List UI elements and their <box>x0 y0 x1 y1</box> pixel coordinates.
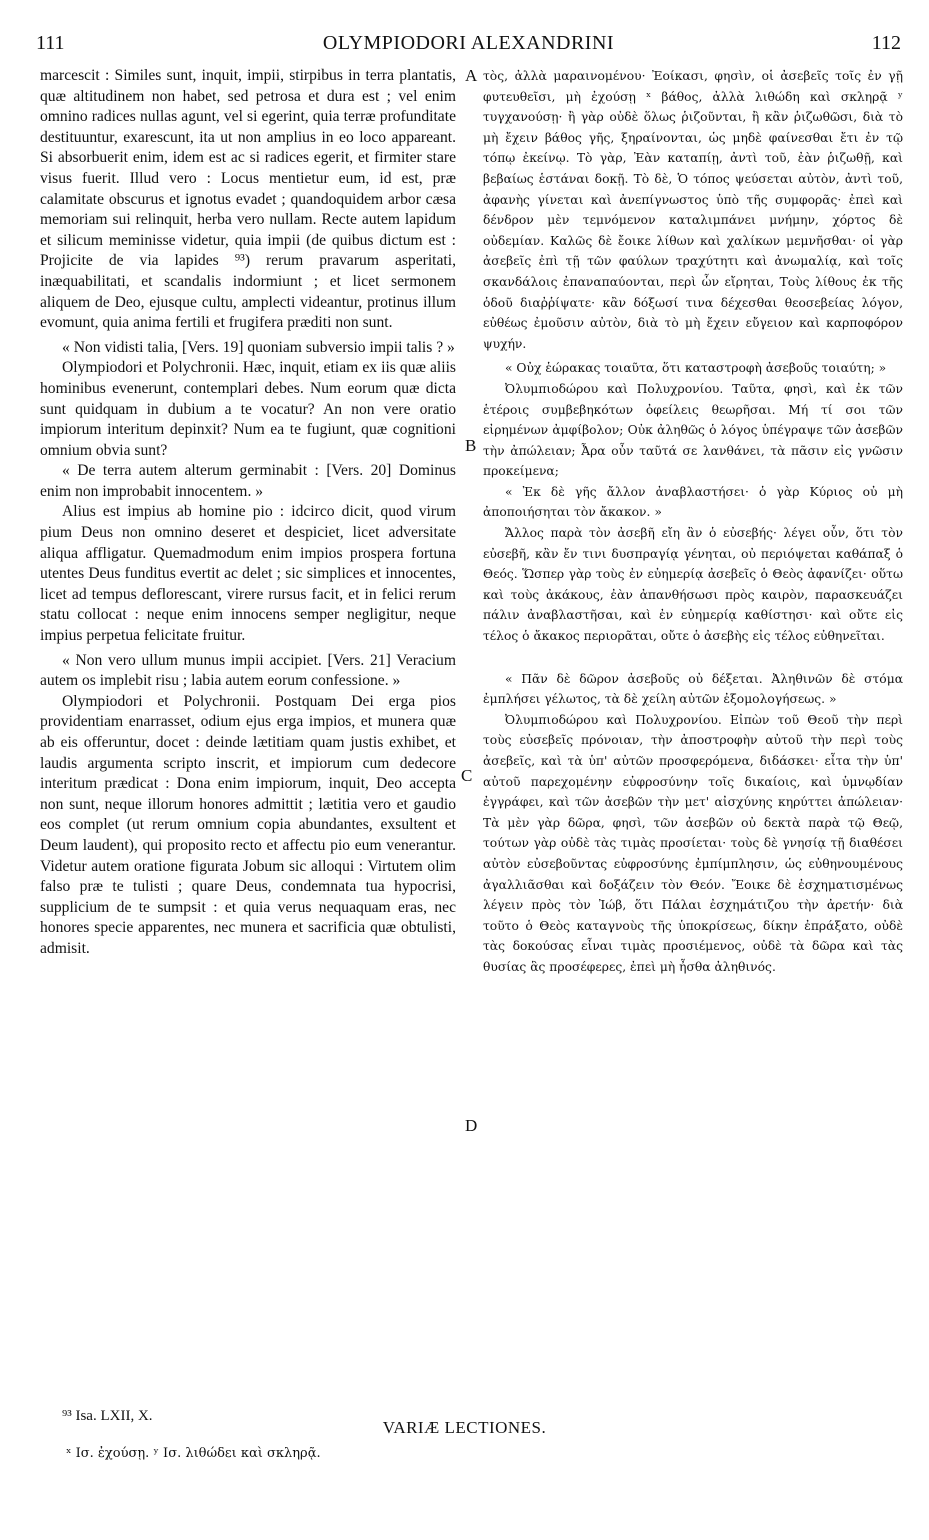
latin-paragraph: Olympiodori et Polychronii. Hæc, inquit, etiam ex iis quæ aliis hominibus evenerunt, contemplari debes. Num eorum quæ dicta sunt quidquam in dubium a te vocatur? An non vere oratio impiorum interitum depinxit? Num ea te fugiunt, quæ cognitioni omnium obvia sunt? <box>40 359 456 459</box>
greek-paragraph: τὸς, ἀλλὰ μαραινομένου· Ἐοίκασι, φησὶν, οἱ ἀσεβεῖς τοῖς ἐν γῇ φυτευθεῖσι, μὴ ἐχούσῃ ˣ βάθος, ἀλλὰ λιθώδη καὶ σκληρᾷ ʸ τυγχανούσῃ· ἢ γὰρ οὐδὲ ὅλως ῥιζοῦνται, ἢ κἂν ῥιζωθῶσι, διὰ τὸ μὴ ἔχειν βάθος γῆς, ξηραίνονται, ὡς μηδὲ φαίνεσθαι ἔτι ἐν τῷ τόπῳ ἐκείνῳ. Τὸ γὰρ, Ἐὰν καταπίῃ, ἀντὶ τοῦ, ἐὰν ῥιζωθῇ, καὶ βεβαίως ἑστάναι δοκῇ. Τὸ δὲ, Ὁ τόπος ψεύσεται αὐτὸν, ἀντὶ τοῦ, ἀφανὴς γίνεται καὶ ἀνεπίγνωστος ὑπὸ τῆς συμφορᾶς· ἐπεὶ καὶ δένδρον μὲν τεμνόμενον καταλιμπάνει μνήμην, χόρτος δὲ οὐδεμίαν. Καλῶς δὲ ἔοικε λίθων καὶ χαλίκων μεμνῆσθαι· οἱ γὰρ ἀσεβεῖς ἐπὶ τῇ τῶν φαύλων τραχύτητι καὶ ἀνωμαλίᾳ, καὶ τοῖς σκανδάλοις ἐπαναπαύονται, περὶ ὧν εἴρηται, Τοὺς λίθους ἐκ τῆς ὁδοῦ διαῤῥίψατε· κἂν δόξωσί τινα δέχεσθαι θεοσεβείας λόγον, εὐθέως ἐμοῦσιν αὐτὸν, διὰ τὸ μὴ ἔχειν εὔγειον καὶ καρποφόρον ψυχήν. <box>483 69 903 351</box>
page-number-left: 111 <box>36 32 65 54</box>
greek-verse: « Οὐχ ἑώρακας τοιαῦτα, ὅτι καταστροφὴ ἀσεβοῦς τοιαύτη; » <box>505 361 887 376</box>
running-title: OLYMPIODORI ALEXANDRINI <box>322 32 615 54</box>
variae-lectiones-title: VARIÆ LECTIONES. <box>382 1418 547 1437</box>
latin-verse: « De terra autem alterum germinabit : [Vers. 20] Dominus enim non improbabit innocentem. » <box>40 462 456 500</box>
greek-verse: « Ἐκ δὲ γῆς ἄλλον ἀναβλαστήσει· ὁ γὰρ Κύριος οὐ μὴ ἀποποιήσηται τὸν ἄκακον. » <box>483 484 903 520</box>
greek-verse: « Πᾶν δὲ δῶρον ἀσεβοῦς οὐ δέξεται. Ἀληθινῶν δὲ στόμα ἐμπλήσει γέλωτος, τὰ δὲ χείλη αὐτῶν ἐξομολογήσεως. » <box>483 671 903 707</box>
latin-verse: « Non vero ullum munus impii accipiet. [Vers. 21] Veracium autem os implebit risu ; labia autem eorum confessione. » <box>40 651 456 690</box>
section-marker-d: D <box>465 1116 478 1135</box>
latin-paragraph: Olympiodori et Polychronii. Postquam Dei erga pios providentiam enarrasset, odium ejus erga impios, et munera quæ ab eis offeruntur, docet : deinde lætitiam quam justis exhibet, et laudis argumenta scripto inscrit, et impiorum cum dedecore interitum prædicat : Dona enim impiorum, inquit, Deo accepta non sunt, neque illorum honores admittit ; lætitia vero et gaudio eos complet (ut rerum omnium copia abundantes, exsultent et Deum laudent), qui proposito recto et affectu pio eum venerantur. Videtur autem oratione figurata Jobum sic alloqui : Virtutem olim falso præ te tulisti ; quare Deus, condemnata tua hypocrisi, supplicium de te sumpsit : et quia verus nequaquam eras, nec honores specie apparentes, nec munera et sacrificia quæ obtulisti, admisit. <box>40 692 456 957</box>
latin-column <box>40 66 456 960</box>
latin-paragraph: marcescit : Similes sunt, inquit, impii, stirpibus in terra plantatis, quæ altitudinem non habet, sed petrosa et dura est ; vel enim omnino radices nullas agunt, vel si egerint, quia terræ profunditate destituuntur, exarescunt, ita ut non amplius in eo loco appareant. Si absorbuerit enim, idem est ac si radices egerit, et firmiter stare visus fuerit. Illud vero : Locus mentietur eum, id est, præ calamitate obscurus et ignotus evadet ; quandoquidem arbor cæsa memoriam sui relinquit, herba vero nullam. Recte autem lapidum et silicum meminisse videtur, quia impii (de quibus dictum est : Projicite de via lapides ⁹³) rerum pravarum asperitati, inæquabilitati, et scandalis indormiunt ; et licet sermonem aliquem de Deo, ejusque cultu, amplecti videantur, protinus illum evomunt, quia anima fertili et frugifera præditi non sunt. <box>40 67 456 332</box>
greek-paragraph: Ὀλυμπιοδώρου καὶ Πολυχρονίου. Ταῦτα, φησὶ, καὶ ἐκ τῶν ἑτέροις συμβεβηκότων ὀφείλεις θεωρῆσαι. Μή τί σοι τῶν εἰρημένων ἀμφίβολον; Οὐκ ἀληθῶς ὁ λόγος ὑπέγραψε τῶν ἀσεβῶν τὴν ἀπώλειαν; Ἆρα οὖν ταῦτά σε λανθάνει, τὰ πᾶσιν εἰς γνῶσιν προκείμενα; <box>483 381 903 479</box>
latin-verse: « Non vidisti talia, [Vers. 19] quoniam subversio impii talis ? » <box>62 338 455 356</box>
latin-paragraph: Alius est impius ab homine pio : idcirco dicit, quod virum pium Deus non omnino deseret et despiciet, licet adversitate aliqua affligatur. Quemadmodum enim impios prospera fortuna utentes Deus funditus evertit ac delet ; sic simplices et innocentes, licet ad tempus deflorescant, virere rursus facit, et in felici rerum statu collocat : neque enim innocens semper negligitur, neque impius perpetua felicitate fruitur. <box>40 503 456 645</box>
section-marker-c: C <box>461 766 473 785</box>
greek-column <box>483 66 903 978</box>
section-marker-b: B <box>465 436 477 455</box>
running-header <box>36 32 901 60</box>
greek-paragraph: Ἄλλος παρὰ τὸν ἀσεβῆ εἴη ἂν ὁ εὐσεβής· λέγει οὖν, ὅτι τὸν εὐσεβῆ, κἂν ἔν τινι δυσπραγίᾳ γένηται, οὐ περιόψεται καθάπαξ ὁ Θεός. Ὥσπερ γὰρ τοὺς ἐν εὐημερίᾳ ἀσεβεῖς ὁ Θεὸς ἀφανίζει· οὕτω καὶ τοὺς ἀκάκους, ἐὰν ἀπανθήσωσι πρὸς καιρὸν, παρασκευάζει πάλιν ἀναβλαστῆσαι, καὶ ἐν εὐημερίᾳ καθίστησι· καὶ οὔτε εἰς τέλος ὁ ἄκακος περιορᾶται, οὔτε ὁ ἀσεβὴς εἰς τέλος εὐθηνεῖται. <box>483 526 903 644</box>
variae-lectiones-text: ˣ Ισ. ἐχούσῃ. ʸ Ισ. λιθώδει καὶ σκληρᾷ. <box>66 1446 321 1461</box>
greek-paragraph: Ὀλυμπιοδώρου καὶ Πολυχρονίου. Εἰπὼν τοῦ Θεοῦ τὴν περὶ τοὺς εὐσεβεῖς πρόνοιαν, τὴν ἀποστροφὴν αὐτοῦ τὴν περὶ τοὺς ἀσεβεῖς, καὶ τὰ ὑπ' αὐτῶν προσφερόμενα, διδάσκει· εἶτα τὴν ὑπ' αὐτοῦ παρεχομένην εὐφροσύνην τοῖς δικαίοις, καὶ ὑμνῳδίαν ἐγγράφει, καὶ τῶν ἀσεβῶν τὴν μετ' αἰσχύνης κηρύττει ἀπώλειαν· Τὰ μὲν γὰρ δῶρα, φησὶ, τῶν ἀσεβῶν οὐ δεκτὰ παρὰ τῷ Θεῷ, τούτων γὰρ οὐδὲ τὰς τιμὰς προσίεται· τοὺς δὲ γνησίᾳ τῇ διαθέσει αὐτὸν εὐσεβοῦντας εὐφροσύνης ἐμπίμπλησιν, ὡς εὐθηνουμένους ἀγαλλιᾶσθαι καὶ δοξάζειν τὸν Θεόν. Ἔοικε δὲ ἐσχηματισμένως λέγειν πρὸς τὸν Ἰώβ, ὅτι Πάλαι ἐσχημάτιζου τὴν ἀρετήν· διὰ τοῦτο ὁ Θεὸς καταγνοὺς τῆς ὑποκρίσεως, δίκην ἐπράξατο, οὐδὲ τὰς δοκούσας εἶναι τιμὰς προσιέμενος, οὐδὲ τὰ δῶρα καὶ τὰς θυσίας ἃς προσέφερες, ἐπεὶ μὴ ἦσθα ἀληθινός. <box>483 712 903 974</box>
footnote: ⁹³ Isa. LXII, X. <box>62 1408 153 1424</box>
section-marker-a: A <box>465 66 478 85</box>
page-number-right: 112 <box>871 32 901 54</box>
